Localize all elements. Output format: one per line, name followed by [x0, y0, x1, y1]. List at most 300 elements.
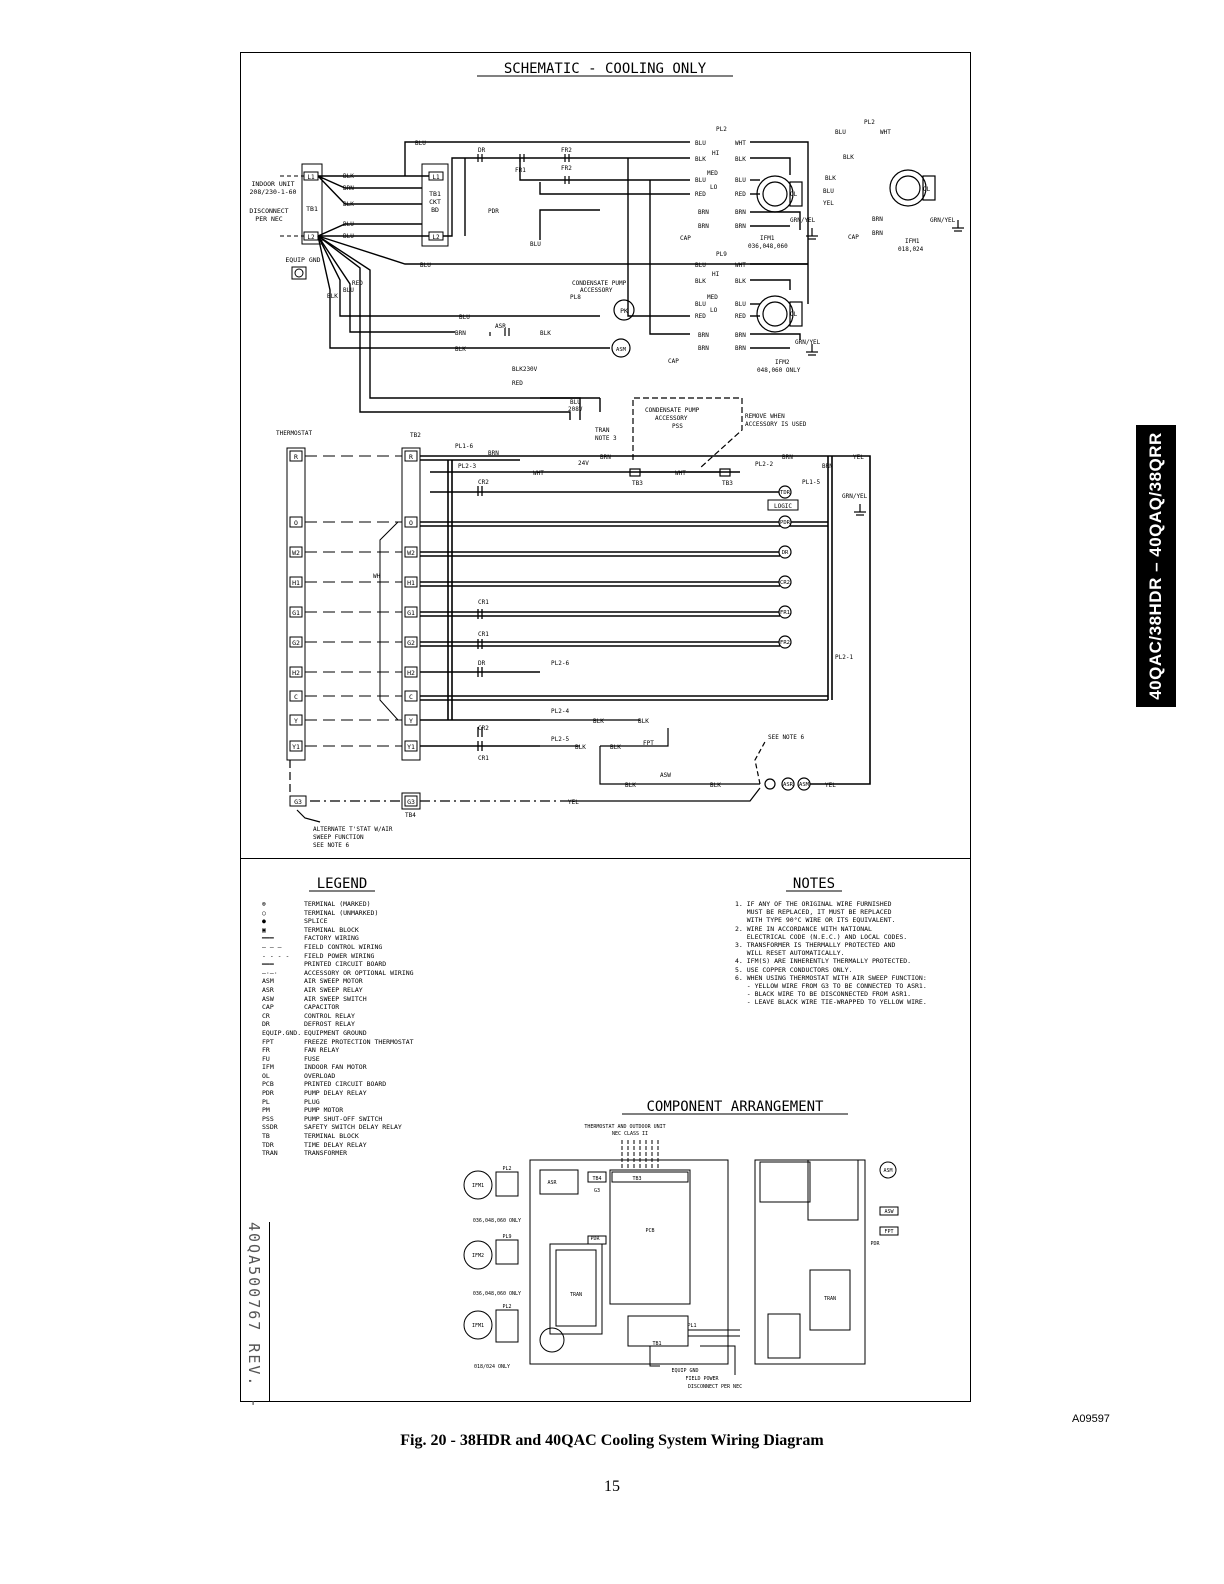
svg-text:PL2: PL2: [864, 119, 875, 126]
indoor-unit-voltage: 208/230-1-60: [249, 188, 297, 196]
svg-text:G3: G3: [294, 798, 302, 806]
legend-symbol: TRAN: [262, 1149, 278, 1158]
svg-text:BLK: BLK: [695, 156, 706, 163]
tb1-label: TB1: [306, 205, 318, 213]
legend-text: PLUG: [304, 1097, 320, 1106]
legend-text: TERMINAL (MARKED): [304, 900, 371, 908]
svg-text:036,048,060 ONLY: 036,048,060 ONLY: [472, 1291, 522, 1297]
legend-symbol: FR: [262, 1046, 270, 1055]
svg-text:TB3: TB3: [632, 480, 643, 487]
outdoor-unit-housing: [530, 1160, 728, 1364]
svg-text:BLK: BLK: [343, 173, 354, 180]
svg-text:L1: L1: [307, 174, 315, 181]
svg-text:BRN: BRN: [698, 209, 709, 216]
svg-text:IFM1: IFM1: [760, 235, 775, 242]
legend-text: AIR SWEEP RELAY: [304, 985, 363, 994]
legend-item: [262, 1106, 414, 1115]
svg-text:BRN: BRN: [735, 345, 746, 352]
svg-text:BRN: BRN: [782, 454, 793, 461]
svg-text:EQUIP GND: EQUIP GND: [671, 1368, 699, 1374]
figure-caption: Fig. 20 - 38HDR and 40QAC Cooling System Wiring Diagram: [400, 1432, 824, 1449]
svg-text:SEE NOTE 6: SEE NOTE 6: [313, 842, 350, 849]
svg-text:TRAN: TRAN: [569, 1292, 583, 1298]
legend-symbol: EQUIP.GND.: [262, 1028, 302, 1037]
legend-item: [262, 934, 414, 943]
notes-text: 1. IF ANY OF THE ORIGINAL WIRE FURNISHED MUST BE REPLACED, IT MUST BE REPLACED WITH TYPE 90°C WIRE OR ITS EQUIVALENT. 2. WIRE IN ACCORDANCE WITH NATIONAL ELECTRICAL CODE (N.E.C.) AND LOCAL CODES. 3. TRANSFORMER IS THERMALLY PROTECTED AND WILL RESET AUTOMATICALLY. 4. IFM(S) ARE INHERENTLY THERMALLY PROTECTED. 5. USE COPPER CONDUCTORS ONLY. 6. WHEN USING THERMOSTAT WITH AIR SWEEP FUNCTION: - YELLOW WIRE FROM G3 TO BE CONNECTED TO ASR1. - BLACK WIRE TO BE DISCONNECTED FROM ASR1. - LEAVE BLACK WIRE TIE-WRAPPED TO YELLOW WIRE.: [735, 900, 927, 1007]
document-id-strip: [239, 1222, 270, 1410]
svg-text:BRN: BRN: [488, 450, 499, 457]
legend-item: [262, 1038, 414, 1047]
legend-symbol: SSDR: [262, 1123, 278, 1132]
svg-text:BLK: BLK: [540, 330, 551, 337]
legend-item: [262, 1046, 414, 1055]
svg-text:TB4: TB4: [592, 1176, 602, 1182]
legend-symbol: ●: [262, 917, 266, 926]
svg-text:OL: OL: [790, 311, 798, 318]
thermostat-terminal-label: H2: [292, 669, 300, 677]
legend-text: SPLICE: [304, 917, 328, 926]
thermostat-terminal-label: C: [294, 693, 298, 701]
tb2-terminal-label: O: [409, 519, 413, 527]
svg-text:PK: PK: [620, 307, 628, 315]
svg-text:CAP: CAP: [680, 235, 691, 242]
svg-text:PL2-6: PL2-6: [551, 660, 570, 667]
svg-text:036,048,060 ONLY: 036,048,060 ONLY: [472, 1218, 522, 1224]
svg-text:L1: L1: [432, 174, 440, 181]
svg-text:CAP: CAP: [848, 234, 859, 241]
legend-symbol: TB: [262, 1132, 270, 1141]
svg-text:PL2-2: PL2-2: [755, 461, 774, 468]
svg-text:BLK: BLK: [695, 278, 706, 285]
svg-text:BLK: BLK: [825, 175, 836, 182]
svg-text:PL2: PL2: [502, 1166, 512, 1172]
svg-text:ASM: ASM: [799, 782, 809, 788]
legend-symbol: - - - -: [262, 951, 290, 960]
legend-symbol: ASW: [262, 994, 274, 1003]
legend-item: [262, 969, 414, 978]
legend-item: [262, 917, 414, 926]
svg-text:L2: L2: [307, 234, 315, 241]
svg-text:CAP: CAP: [668, 358, 679, 365]
svg-text:BRN: BRN: [600, 454, 611, 461]
legend-symbol: DR: [262, 1020, 270, 1029]
svg-text:ALTERNATE T'STAT W/AIR: ALTERNATE T'STAT W/AIR: [313, 826, 393, 833]
legend-item: [262, 900, 414, 909]
legend-text: FACTORY WIRING: [304, 934, 359, 943]
svg-text:BRN: BRN: [343, 185, 354, 192]
legend-text: SAFETY SWITCH DELAY RELAY: [304, 1123, 402, 1132]
legend-item: [262, 1132, 414, 1141]
svg-text:CONDENSATE PUMP: CONDENSATE PUMP: [572, 280, 627, 287]
svg-text:ASW: ASW: [884, 1209, 894, 1215]
svg-text:DR: DR: [478, 660, 486, 667]
legend-symbol: OL: [262, 1071, 270, 1080]
legend-text: CAPACITOR: [304, 1003, 340, 1012]
svg-text:G3: G3: [407, 798, 415, 806]
svg-text:BLK: BLK: [625, 782, 636, 789]
svg-text:TB1: TB1: [429, 190, 441, 198]
svg-text:24V: 24V: [578, 460, 589, 467]
svg-text:CR2: CR2: [478, 725, 489, 732]
svg-text:BLU: BLU: [459, 314, 470, 321]
svg-text:BLU: BLU: [343, 233, 354, 240]
svg-text:IFM1: IFM1: [471, 1183, 485, 1189]
legend-item: [262, 1115, 414, 1124]
svg-text:SWEEP FUNCTION: SWEEP FUNCTION: [313, 834, 364, 841]
svg-text:LOGIC: LOGIC: [773, 503, 793, 510]
svg-text:WHT: WHT: [533, 470, 544, 477]
figure-id: A09597: [1072, 1413, 1110, 1425]
legend-list: [262, 900, 414, 1158]
tb2-terminal-label: G1: [407, 609, 415, 617]
legend-item: [262, 960, 414, 969]
svg-text:BLU: BLU: [415, 140, 426, 147]
svg-text:PCB: PCB: [645, 1228, 655, 1234]
svg-text:NOTE 3: NOTE 3: [595, 435, 617, 442]
legend-symbol: ⊗: [262, 900, 266, 908]
thermostat-label: THERMOSTAT: [276, 430, 313, 437]
svg-text:THERMOSTAT AND OUTDOOR UNIT: THERMOSTAT AND OUTDOOR UNIT: [584, 1124, 666, 1130]
svg-text:WHT: WHT: [675, 470, 686, 477]
svg-text:TB1: TB1: [652, 1341, 662, 1347]
svg-text:RED: RED: [695, 191, 706, 198]
svg-text:BRN: BRN: [698, 332, 709, 339]
svg-text:BLU: BLU: [695, 301, 706, 308]
svg-text:ACCESSORY IS USED: ACCESSORY IS USED: [745, 421, 807, 428]
svg-text:IFM1: IFM1: [471, 1323, 485, 1329]
svg-text:CR1: CR1: [478, 599, 489, 606]
legend-text: FIELD CONTROL WIRING: [304, 942, 383, 951]
legend-symbol: PM: [262, 1106, 270, 1115]
svg-text:G3: G3: [593, 1188, 601, 1194]
svg-text:036,048,060: 036,048,060: [748, 243, 788, 250]
legend-symbol: ▣: [262, 925, 266, 934]
svg-text:PL8: PL8: [570, 294, 581, 301]
svg-text:DISCONNECT PER NEC: DISCONNECT PER NEC: [687, 1384, 743, 1390]
legend-item: [262, 1029, 414, 1038]
thermostat-terminal-label: G1: [292, 609, 300, 617]
svg-text:RED: RED: [695, 313, 706, 320]
svg-text:BLK: BLK: [455, 346, 466, 353]
svg-text:BLK: BLK: [343, 201, 354, 208]
tb2-label: TB2: [410, 432, 421, 439]
svg-text:BLU: BLU: [343, 221, 354, 228]
tb2-terminal-label: Y: [409, 717, 413, 725]
thermostat-terminal-label: Y1: [292, 743, 300, 751]
legend-symbol: —·—·: [262, 968, 278, 977]
thermostat-terminal-label: H1: [292, 579, 300, 587]
svg-text:GRN/YEL: GRN/YEL: [790, 217, 816, 224]
thermostat-terminal-label: G2: [292, 639, 300, 647]
legend-text: TERMINAL (UNMARKED): [304, 908, 379, 917]
svg-text:RED: RED: [735, 191, 746, 198]
svg-text:FPT: FPT: [884, 1229, 894, 1235]
svg-text:BLK230V: BLK230V: [512, 366, 538, 373]
svg-text:BRN: BRN: [698, 345, 709, 352]
svg-text:PL9: PL9: [502, 1234, 512, 1240]
svg-text:BLU: BLU: [420, 262, 431, 269]
tb2-terminal-label: C: [409, 693, 413, 701]
legend-item: [262, 1003, 414, 1012]
svg-text:ASW: ASW: [660, 772, 671, 779]
svg-text:PL1-6: PL1-6: [455, 443, 474, 450]
svg-text:PL9: PL9: [716, 251, 727, 258]
legend-text: TIME DELAY RELAY: [304, 1140, 367, 1149]
legend-symbol: PDR: [262, 1089, 274, 1098]
legend-symbol: PSS: [262, 1114, 274, 1123]
svg-text:IFM2: IFM2: [775, 359, 790, 366]
legend-item: [262, 995, 414, 1004]
legend-text: PRINTED CIRCUIT BOARD: [304, 1080, 387, 1089]
legend-text: FUSE: [304, 1054, 320, 1063]
legend-symbol: FU: [262, 1054, 270, 1063]
svg-text:BLK: BLK: [710, 782, 721, 789]
legend-text: CONTROL RELAY: [304, 1011, 355, 1020]
legend-text: DEFROST RELAY: [304, 1020, 355, 1029]
component-title: COMPONENT ARRANGEMENT: [646, 1099, 824, 1115]
svg-text:PL1-5: PL1-5: [802, 479, 821, 486]
legend-item: [262, 1072, 414, 1081]
legend-symbol: PCB: [262, 1080, 274, 1089]
legend-symbol: PL: [262, 1097, 270, 1106]
thermostat-terminal-label: O: [294, 519, 298, 527]
svg-text:MED: MED: [707, 294, 718, 301]
svg-text:TB4: TB4: [405, 812, 416, 819]
tb2-terminal-label: G2: [407, 639, 415, 647]
svg-text:WHT: WHT: [735, 140, 746, 147]
svg-text:PDR: PDR: [590, 1236, 600, 1242]
svg-text:L2: L2: [432, 234, 440, 241]
svg-text:YEL: YEL: [853, 454, 864, 461]
svg-text:FR1: FR1: [780, 610, 790, 616]
svg-text:PDR: PDR: [870, 1241, 880, 1247]
svg-text:BRN: BRN: [698, 223, 709, 230]
legend-text: PUMP SHUT-OFF SWITCH: [304, 1114, 383, 1123]
thermostat-terminal-label: Y: [294, 717, 298, 725]
legend-item: [262, 977, 414, 986]
legend-symbol: ═══: [262, 960, 274, 969]
svg-text:WH: WH: [373, 573, 381, 580]
legend-symbol: — — —: [262, 942, 282, 951]
legend-symbol: CR: [262, 1011, 270, 1020]
legend-text: PUMP DELAY RELAY: [304, 1089, 367, 1098]
side-tab-label: 40QAC/38HDR – 40QAQ/38QRR: [1146, 432, 1165, 700]
svg-text:TB3: TB3: [632, 1176, 642, 1182]
svg-text:BRN: BRN: [735, 332, 746, 339]
svg-text:GRN/YEL: GRN/YEL: [930, 217, 956, 224]
svg-text:018/024 ONLY: 018/024 ONLY: [473, 1364, 511, 1370]
svg-text:BRN: BRN: [455, 330, 466, 337]
svg-text:YEL: YEL: [823, 200, 834, 207]
svg-text:PSS: PSS: [672, 423, 683, 430]
equip-gnd-label: EQUIP GND: [285, 256, 321, 264]
svg-text:CR1: CR1: [478, 631, 489, 638]
svg-text:TDR: TDR: [780, 490, 790, 496]
svg-text:PDR: PDR: [780, 520, 790, 526]
svg-text:IFM2: IFM2: [471, 1253, 485, 1259]
svg-text:BRN: BRN: [735, 209, 746, 216]
svg-text:BLK: BLK: [575, 744, 586, 751]
svg-text:PL2-5: PL2-5: [551, 736, 570, 743]
legend-symbol: ━━━: [262, 934, 274, 943]
svg-text:PL2-4: PL2-4: [551, 708, 570, 715]
svg-text:LO: LO: [710, 307, 718, 314]
svg-text:BRN: BRN: [735, 223, 746, 230]
tb2-terminal-label: W2: [407, 549, 415, 557]
svg-text:BLK: BLK: [843, 154, 854, 161]
svg-text:CKT: CKT: [429, 198, 441, 206]
legend-item: [262, 1063, 414, 1072]
svg-text:FR2: FR2: [780, 640, 790, 646]
svg-text:RED: RED: [735, 313, 746, 320]
legend-item: [262, 1123, 414, 1132]
legend-item: [262, 1055, 414, 1064]
svg-text:PL1: PL1: [687, 1323, 697, 1329]
legend-text: TRANSFORMER: [304, 1149, 348, 1158]
legend-item: [262, 952, 414, 961]
tb2-terminal-label: R: [409, 453, 413, 461]
svg-text:TB3: TB3: [722, 480, 733, 487]
svg-text:BLK: BLK: [735, 278, 746, 285]
tb2-terminal-label: H2: [407, 669, 415, 677]
notes-title: NOTES: [792, 876, 836, 892]
svg-text:BLU: BLU: [695, 262, 706, 269]
svg-text:RED: RED: [352, 280, 363, 287]
svg-text:BLK: BLK: [638, 718, 649, 725]
svg-text:DR: DR: [781, 550, 789, 556]
svg-text:OL: OL: [790, 191, 798, 198]
legend-item: [262, 909, 414, 918]
svg-text:YEL: YEL: [568, 799, 579, 806]
svg-text:BLU: BLU: [695, 177, 706, 184]
svg-text:GRN/YEL: GRN/YEL: [842, 493, 868, 500]
svg-text:NEC CLASS II: NEC CLASS II: [611, 1131, 649, 1137]
svg-text:HI: HI: [712, 150, 720, 157]
svg-text:HI: HI: [712, 271, 720, 278]
legend-symbol: ASM: [262, 977, 274, 986]
svg-text:ASR: ASR: [547, 1180, 557, 1186]
svg-text:BLU: BLU: [343, 287, 354, 294]
legend-symbol: FPT: [262, 1037, 274, 1046]
svg-text:018,024: 018,024: [898, 246, 924, 253]
svg-text:YEL: YEL: [825, 782, 836, 789]
svg-text:FR1: FR1: [515, 167, 526, 174]
svg-text:BRN: BRN: [872, 230, 883, 237]
svg-text:ACCESSORY: ACCESSORY: [580, 287, 613, 294]
legend-text: TERMINAL BLOCK: [304, 1132, 359, 1141]
svg-text:PL2: PL2: [716, 126, 727, 133]
svg-text:ASR: ASR: [495, 323, 506, 330]
legend-text: FIELD POWER WIRING: [304, 951, 375, 960]
svg-text:BLK: BLK: [327, 293, 338, 300]
thermostat-terminal-label: R: [294, 453, 298, 461]
svg-text:CONDENSATE PUMP: CONDENSATE PUMP: [645, 407, 700, 414]
svg-text:FIELD POWER: FIELD POWER: [685, 1376, 719, 1382]
disconnect-label: DISCONNECT: [249, 207, 289, 215]
tb2-terminal-label: H1: [407, 579, 415, 587]
svg-text:BLK: BLK: [735, 156, 746, 163]
legend-text: PRINTED CIRCUIT BOARD: [304, 960, 387, 969]
svg-text:TRAN: TRAN: [823, 1296, 837, 1302]
svg-text:PL2-1: PL2-1: [835, 654, 854, 661]
legend-symbol: ○: [262, 908, 266, 917]
svg-text:WHT: WHT: [735, 262, 746, 269]
svg-text:FR2: FR2: [561, 147, 572, 154]
legend-item: [262, 1012, 414, 1021]
indoor-unit-label: INDOOR UNIT: [251, 180, 295, 188]
svg-text:ACCESSORY: ACCESSORY: [655, 415, 688, 422]
page-number: 15: [604, 1478, 620, 1495]
svg-text:ASR: ASR: [783, 782, 793, 788]
svg-text:OL: OL: [923, 186, 931, 193]
legend-item: [262, 1141, 414, 1150]
svg-text:CR2: CR2: [780, 580, 790, 586]
legend-item: [262, 1098, 414, 1107]
svg-text:PL2-3: PL2-3: [458, 463, 477, 470]
legend-text: ACCESSORY OR OPTIONAL WIRING: [304, 968, 414, 977]
svg-text:RED: RED: [512, 380, 523, 387]
legend-text: INDOOR FAN MOTOR: [304, 1063, 367, 1072]
svg-text:CR2: CR2: [478, 479, 489, 486]
legend-text: FAN RELAY: [304, 1046, 340, 1055]
svg-text:MED: MED: [707, 170, 718, 177]
legend-title: LEGEND: [316, 876, 368, 892]
schematic-title: SCHEMATIC - COOLING ONLY: [503, 61, 707, 77]
svg-text:ASM: ASM: [883, 1168, 893, 1174]
svg-text:BLU: BLU: [695, 140, 706, 147]
legend-symbol: TDR: [262, 1140, 274, 1149]
thermostat-block: [287, 448, 305, 760]
svg-text:BLU: BLU: [835, 129, 846, 136]
legend-symbol: IFM: [262, 1063, 274, 1072]
disconnect-nec: PER NEC: [255, 215, 283, 223]
svg-text:048,060 ONLY: 048,060 ONLY: [757, 367, 801, 374]
legend-item: [262, 1080, 414, 1089]
legend-symbol: ASR: [262, 985, 274, 994]
svg-text:208V: 208V: [568, 406, 583, 413]
svg-text:FPT: FPT: [643, 740, 654, 747]
svg-text:BLK: BLK: [593, 718, 604, 725]
legend-text: OVERLOAD: [304, 1071, 336, 1080]
document-id: 40QA500767 REV. -: [245, 1222, 263, 1410]
tb2-block: [402, 448, 420, 760]
legend-text: AIR SWEEP SWITCH: [304, 994, 367, 1003]
svg-text:BLU: BLU: [530, 241, 541, 248]
legend-item: [262, 1089, 414, 1098]
svg-text:BLU: BLU: [735, 177, 746, 184]
svg-text:PL2: PL2: [502, 1304, 512, 1310]
svg-text:LO: LO: [710, 184, 718, 191]
legend-symbol: CAP: [262, 1003, 274, 1012]
thermostat-terminal-label: W2: [292, 549, 300, 557]
legend-text: AIR SWEEP MOTOR: [304, 977, 363, 986]
svg-text:WHT: WHT: [880, 129, 891, 136]
svg-text:ASM: ASM: [616, 347, 626, 353]
svg-text:BRN: BRN: [822, 463, 833, 470]
svg-text:REMOVE WHEN: REMOVE WHEN: [745, 413, 785, 420]
svg-text:IFM1: IFM1: [905, 238, 920, 245]
svg-text:BRN: BRN: [872, 216, 883, 223]
svg-text:BLK: BLK: [610, 744, 621, 751]
svg-text:CR1: CR1: [478, 755, 489, 762]
svg-text:PDR: PDR: [488, 208, 499, 215]
svg-text:GRN/YEL: GRN/YEL: [795, 339, 821, 346]
svg-text:FR2: FR2: [561, 165, 572, 172]
svg-text:BD: BD: [431, 206, 439, 214]
legend-item: [262, 986, 414, 995]
svg-text:BLU: BLU: [735, 301, 746, 308]
svg-text:SEE NOTE 6: SEE NOTE 6: [768, 734, 805, 741]
